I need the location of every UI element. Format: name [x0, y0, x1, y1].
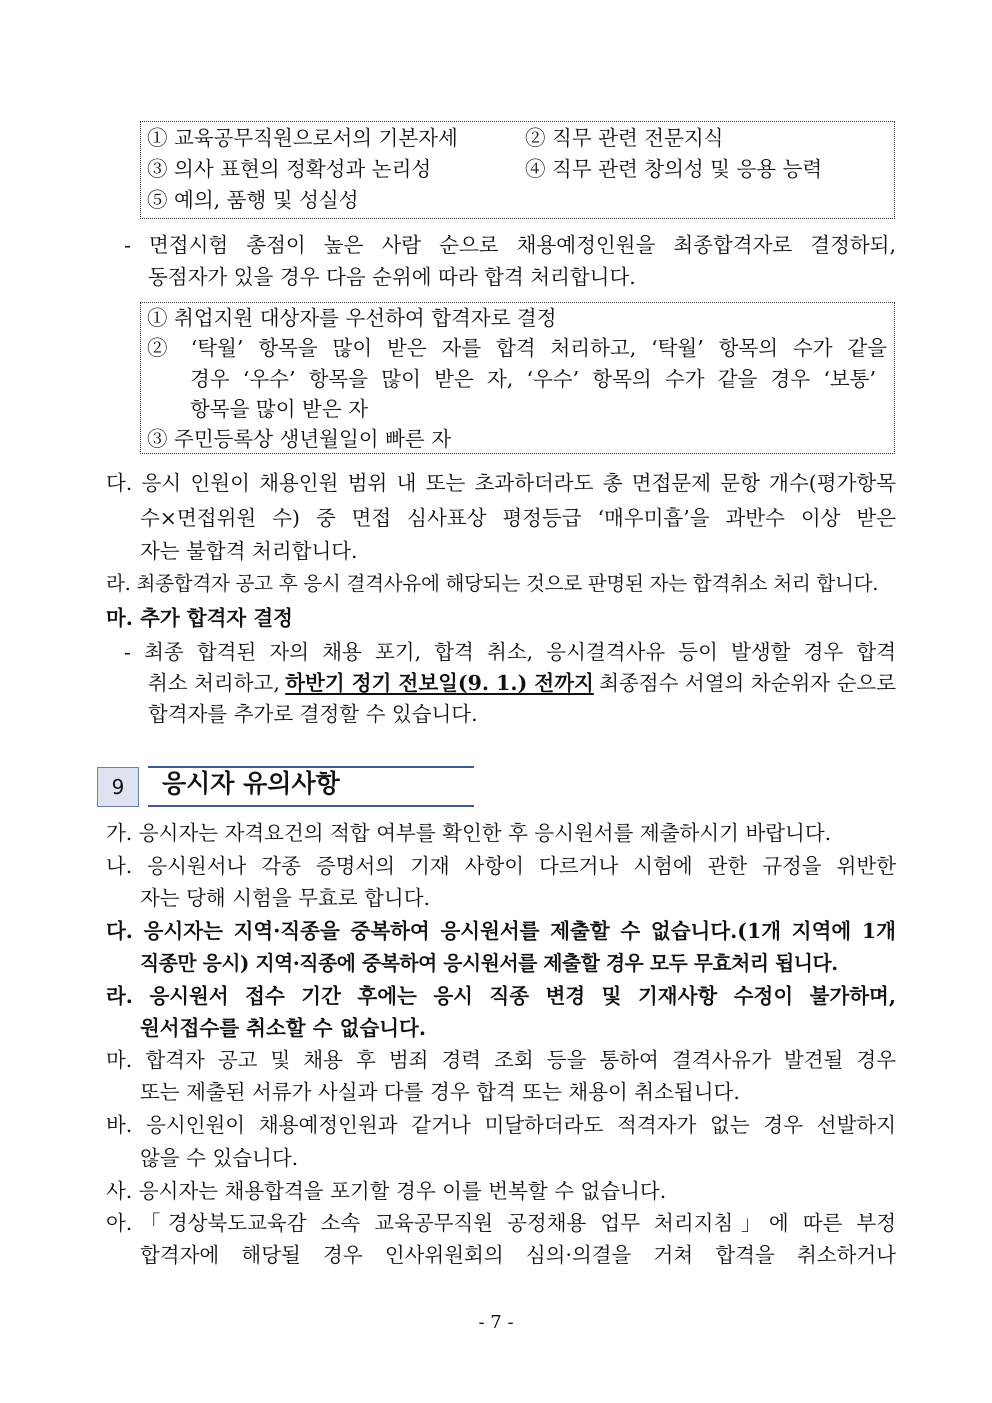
tiebreak-rule-2-line-2: 경우 ‘우수’ 항목을 많이 받은 자, ‘우수’ 항목의 수가 같을 경우 ‘보통’ — [190, 367, 876, 391]
item-ma-line-3: 합격자를 추가로 결정할 수 있습니다. — [148, 702, 478, 726]
section-number-badge: 9 — [97, 767, 139, 807]
note-ba-line-2: 않을 수 있습니다. — [140, 1146, 299, 1170]
note-ra-line-1: 라. 응시원서 접수 기간 후에는 응시 직종 변경 및 기재사항 수정이 불가하며, — [106, 984, 896, 1008]
tiebreak-line-1: - 면접시험 총점이 높은 사람 순으로 채용예정인원을 최종합격자로 결정하되, — [124, 233, 896, 257]
tiebreak-line-2: 동점자가 있을 경우 다음 순위에 따라 합격 처리합니다. — [148, 265, 636, 289]
criteria-item-3: ③ 의사 표현의 정확성과 논리성 — [147, 157, 432, 181]
note-a-line-2: 합격자에 해당될 경우 인사위원회의 심의·의결을 거쳐 합격을 취소하거나 — [140, 1243, 896, 1267]
note-na-line-2: 자는 당해 시험을 무효로 합니다. — [140, 886, 431, 910]
criteria-item-1: ① 교육공무직원으로서의 기본자세 — [147, 126, 458, 150]
note-ra-line-2: 원서접수를 취소할 수 없습니다. — [140, 1016, 426, 1040]
tiebreak-rule-3: ③ 주민등록상 생년월일이 빠른 자 — [147, 427, 452, 451]
item-ma-line-1: - 최종 합격된 자의 채용 포기, 합격 취소, 응시결격사유 등이 발생할 경우 합격 — [124, 640, 896, 664]
criteria-item-5: ⑤ 예의, 품행 및 성실성 — [147, 188, 359, 212]
note-da-line-1: 다. 응시자는 지역·직종을 중복하여 응시원서를 제출할 수 없습니다.(1개 지역에 1개 — [106, 919, 896, 943]
item-ma-line-2 — [148, 670, 896, 696]
note-sa: 사. 응시자는 채용합격을 포기할 경우 이를 번복할 수 없습니다. — [106, 1179, 667, 1203]
note-a-line-1: 아.「경상북도교육감 소속 교육공무직원 공정채용 업무 처리지침」에 따른 부정 — [106, 1211, 896, 1235]
note-ga: 가. 응시자는 자격요건의 적합 여부를 확인한 후 응시원서를 제출하시기 바랍니다. — [106, 821, 832, 845]
tiebreak-rule-1: ① 취업지원 대상자를 우선하여 합격자로 결정 — [147, 306, 557, 330]
note-na-line-1: 나. 응시원서나 각종 증명서의 기재 사항이 다르거나 시험에 관한 규정을 위반한 — [106, 854, 896, 878]
item-da-line-1: 다. 응시 인원이 채용인원 범위 내 또는 초과하더라도 총 면접문제 문항 개수(평가항목 — [106, 471, 896, 495]
item-da-line-2: 수×면접위원 수) 중 면접 심사표상 평정등급 ‘매우미흡’을 과반수 이상 받은 — [140, 506, 896, 530]
criteria-item-2: ② 직무 관련 전문지식 — [525, 126, 724, 150]
item-ma-line-2-post: 최종점수 서열의 차순위자 순으로 — [599, 671, 896, 695]
transfer-deadline-emphasis: 하반기 정기 전보일(9. 1.) 전까지 — [285, 671, 594, 695]
section-title-rule-bottom — [148, 805, 474, 807]
item-ra: 라. 최종합격자 공고 후 응시 결격사유에 해당되는 것으로 판명된 자는 합격취소 처리 합니다. — [106, 572, 879, 595]
item-da-line-3: 자는 불합격 처리합니다. — [140, 539, 358, 563]
note-ba-line-1: 바. 응시인원이 채용예정인원과 같거나 미달하더라도 적격자가 없는 경우 선발하지 — [106, 1113, 896, 1137]
item-ma-line-2-pre: 취소 처리하고, — [148, 671, 280, 695]
note-ma-line-2: 또는 제출된 서류가 사실과 다를 경우 합격 또는 채용이 취소됩니다. — [140, 1080, 740, 1104]
note-ma-line-1: 마. 합격자 공고 및 채용 후 범죄 경력 조회 등을 통하여 결격사유가 발견될 경우 — [106, 1048, 896, 1072]
section-title: 응시자 유의사항 — [162, 769, 340, 798]
note-da-line-2: 직종만 응시) 지역·직종에 중복하여 응시원서를 제출할 경우 모두 무효처리 됩니다. — [140, 951, 838, 975]
page-number: - 7 - — [478, 1312, 514, 1333]
item-ma-heading: 마. 추가 합격자 결정 — [106, 606, 293, 630]
tiebreak-rule-2-line-3: 항목을 많이 받은 자 — [190, 397, 368, 421]
tiebreak-rule-2-line-1: ② ‘탁월’ 항목을 많이 받은 자를 합격 처리하고, ‘탁월’ 항목의 수가 같을 — [147, 336, 887, 360]
section-title-rule-top — [148, 766, 474, 768]
criteria-item-4: ④ 직무 관련 창의성 및 응용 능력 — [525, 157, 823, 181]
